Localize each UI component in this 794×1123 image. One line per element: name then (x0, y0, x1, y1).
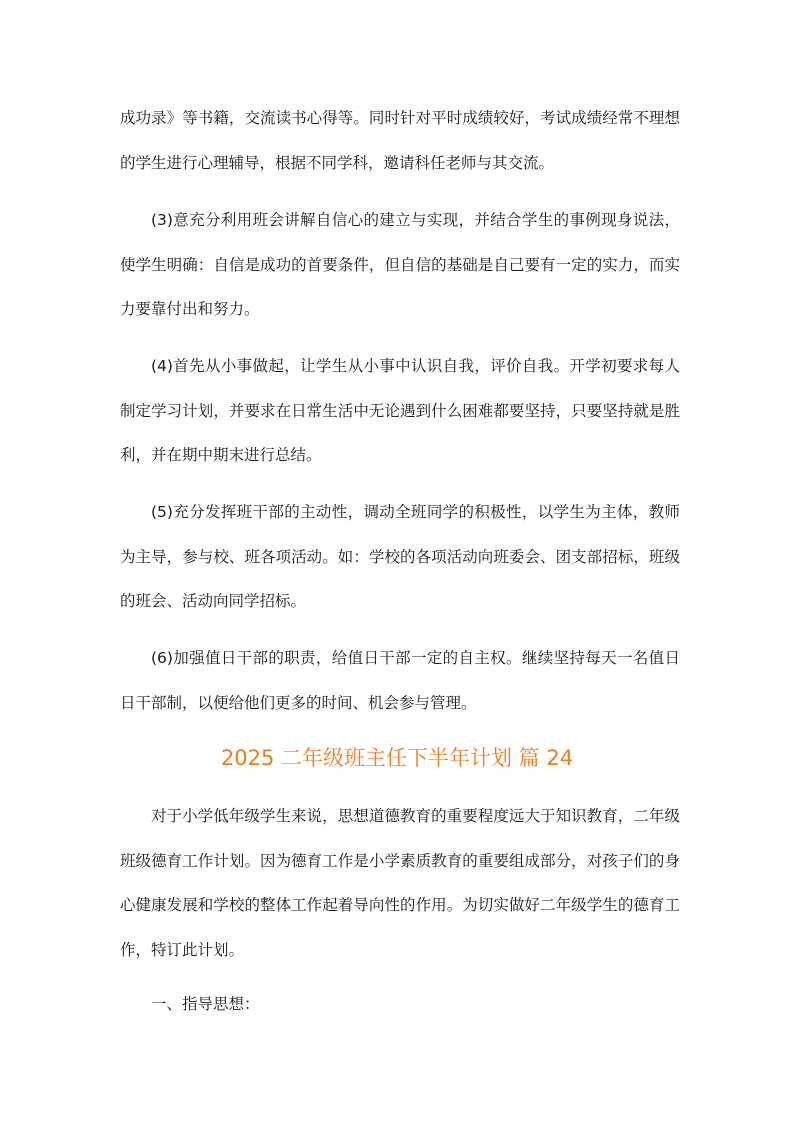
subheading-guiding-ideology: 一、指导思想： (151, 995, 260, 1013)
paragraph-item-5: (5)充分发挥班干部的主动性，调动全班同学的积极性，以学生为主体，教师为主导，参与校、班各项活动。如：学校的各项活动向班委会、团支部招标，班级的班会、活动向同学招标。 (120, 503, 680, 610)
paragraph-reading-continuation: 成功录》等书籍，交流读书心得等。同时针对平时成绩较好，考试成绩经常不理想的学生进行心理辅导，根据不同学科，邀请科任老师与其交流。 (120, 109, 680, 172)
paragraph-item-6: (6)加强值日干部的职责，给值日干部一定的自主权。继续坚持每天一名值日日干部制，以便给他们更多的时间、机会参与管理。 (120, 649, 680, 712)
paragraph-item-3: (3)意充分利用班会讲解自信心的建立与实现，并结合学生的事例现身说法，使学生明确：自信是成功的首要条件，但自信的基础是自己要有一定的实力，而实力要靠付出和努力。 (120, 211, 680, 318)
paragraph-intro: 对于小学低年级学生来说，思想道德教育的重要程度远大于知识教育，二年级班级德育工作计划。因为德育工作是小学素质教育的重要组成部分，对孩子们的身心健康发展和学校的整体工作起着导向性的作用。为切实做好二年级学生的德育工作，特订此计划。 (120, 807, 680, 959)
paragraph-item-4: (4)首先从小事做起，让学生从小事中认识自我，评价自我。开学初要求每人制定学习计划，并要求在日常生活中无论遇到什么困难都要坚持，只要坚持就是胜利，并在期中期末进行总结。 (120, 357, 680, 464)
section-heading: 2025 二年级班主任下半年计划 篇 24 (220, 746, 574, 770)
